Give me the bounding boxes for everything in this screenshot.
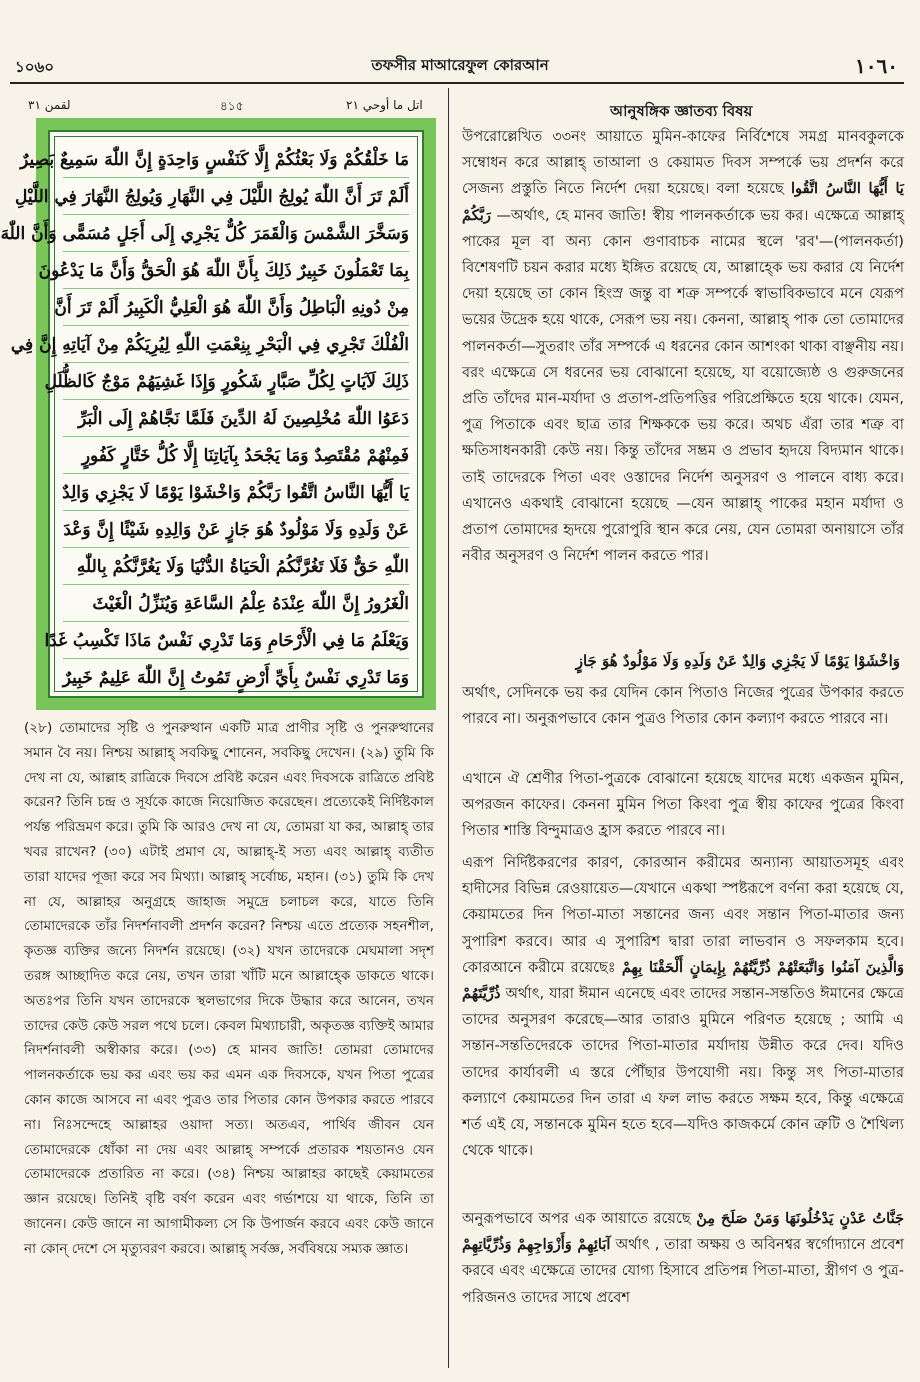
section-title: আনুষঙ্গিক জ্ঞাতব্য বিষয় xyxy=(610,102,753,120)
arabic-verse-line: وَسَخَّرَ الشَّمْسَ وَالْقَمَرَ كُلٌّ يَجْرِي إِلَى أَجَلٍ مُسَمًّى وَأَنَّ اللّٰهَ xyxy=(63,217,409,252)
running-title: তফসীর মাআরেফুল কোরআন xyxy=(371,56,549,74)
page-number-arabic: ١٠٦٠ xyxy=(855,54,898,78)
arabic-verse-line: دَعَوُا اللّٰهَ مُخْلِصِينَ لَهُ الدِّينَ فَلَمَّا نَجَّاهُمْ إِلَى الْبَرِّ xyxy=(63,402,409,437)
arabic-verse-line: يَا أَيُّهَا النَّاسُ اتَّقُوا رَبَّكُمْ وَاخْشَوْا يَوْمًا لَا يَجْزِي وَالِدٌ xyxy=(63,476,409,511)
arabic-verse-line: فَمِنْهُمْ مُقْتَصِدٌ وَمَا يَجْحَدُ بِآيَاتِنَا إِلَّا كُلُّ خَتَّارٍ كَفُورٍ xyxy=(63,439,409,474)
arabic-quote: وَمَنْ صَلَحَ مِنْ آبَائِهِمْ وَأَزْوَاجِهِمْ وَذُرِّيَّاتِهِمْ xyxy=(462,1210,780,1254)
commentary-paragraph-1: উপরোল্লেখিত ৩৩নং আয়াতে মুমিন-কাফের নির্বিশেষে সমগ্র মানবকুলকে সম্বোধন করে আল্লাহ্ তাআলা ও কেয়ামত দিবস সম্পর্কে ভয় প্রদর্শন করে সেজন্য প্রস্তুতি নিতে নির্দেশ দেয়া হয়েছে। বলা হয়েছে يَا أَيُّهَا النَّاسُ اتَّقُوا رَبَّكُمْ —অর্থাৎ, হে মানব জাতি! স্বীয় পালনকর্তাকে ভয় কর। এক্ষেত্রে আল্লাহ্ পাকের মূল বা অন্য কোন গুণাবাচক নামের স্থলে 'রব'—(পালনকর্তা) বিশেষণটি চয়ন করার মধ্যে ইঙ্গিত রয়েছে যে, আল্লাহ্কে ভয় করার যে নির্দেশ দেয়া হয়েছে তা কোন হিংস্র জন্তু বা শত্রু সম্পর্কে স্বাভাবিকভাবে মনে যেরূপ ভয়ের উদ্রেক হয়ে থাকে, সেরূপ ভয় নয়। কেননা, আল্লাহ্ পাক তো তোমাদের পালনকর্তা—সুতরাং তাঁর সম্পর্কে এ ধরনের কোন আশংকা থাকা বাঞ্ছনীয় নয়। বরং এক্ষেত্রে সে ধরনের ভয় বোঝানো হয়েছে, যা বয়োজ্যেষ্ঠ ও গুরুজনের প্রতি তাঁদের মান-মর্যাদা ও প্রতাপ-প্রতিপত্তির পরিপ্রেক্ষিতে হয়ে থাকে। যেমন, পুত্র পিতাকে এবং ছাত্র তার শিক্ষককে ভয় করে। অথচ এঁরা তার শত্রু বা ক্ষতিসাধনকারী কেউ নয়। কিন্তু তাঁদের সম্ভ্রম ও প্রভাব হৃদয়ে বিদ্যমান থাকে। তাই তাদেরকে পিতা এবং ওস্তাদের নির্দেশ অনুসরণ ও পালনে বাধ্য করে। এখানেও একথাই বোঝানো হয়েছে —যেন আল্লাহ্ পাকের মহান মর্যাদা ও প্রতাপ তোমাদের হৃদয়ে পুরোপুরি স্থান করে নেয়, যেন তোমরা অনায়াসে তাঁর নবীর অনুসরণ ও নির্দেশ পালন করতে পার। xyxy=(462,128,905,565)
arabic-verse-line: الْفُلْكَ تَجْرِي فِي الْبَحْرِ بِنِعْمَتِ اللّٰهِ لِيُرِيَكُمْ مِنْ آيَاتِهِ إِنَّ فِي xyxy=(63,328,409,363)
arabic-verse-line: ذَلِكَ لَآيَاتٍ لِكُلِّ صَبَّارٍ شَكُورٍ وَإِذَا غَشِيَهُمْ مَوْجٌ كَالظُّلَلِ xyxy=(63,365,409,400)
arabic-quote-line: وَاخْشَوْا يَوْمًا لَا يَجْزِي وَالِدٌ عَنْ وَلَدِهِ وَلَا مَوْلُودٌ هُوَ جَازٍ xyxy=(575,652,900,670)
juz-label: اتل ما أوحي ٢١ xyxy=(346,98,423,112)
arabic-quote: ذُرِّيَّتُهُمْ بِإِيمَانٍ أَلْحَقْنَا بِهِمْ ذُرِّيَّتَهُمْ xyxy=(462,958,771,1003)
arabic-verse-line: وَمَا تَدْرِي نَفْسٌ بِأَيِّ أَرْضٍ تَمُوتُ إِنَّ اللّٰهَ عَلِيمٌ خَبِيرٌ xyxy=(62,668,409,688)
arabic-quote: وَالَّذِينَ آمَنُوا وَاتَّبَعَتْهُمْ xyxy=(777,958,905,976)
commentary-paragraph-5: অনুরূপভাবে অপর এক আয়াতে রয়েছে جَنَّاتُ عَدْنٍ يَدْخُلُونَهَا وَمَنْ صَلَحَ مِنْ آبَائِهِمْ وَأَزْوَاجِهِمْ وَذُرِّيَّاتِهِمْ অর্থাৎ , তারা অক্ষয় ও অবিনশ্বর স্বর্গোদ্যানে প্রবেশ করবে এবং এক্ষেত্রে তাদের যোগ্য হিসাবে প্রতিপন্ন পিতা-মাতা, স্ত্রীগণ ও পুত্র-পরিজনও তাদের সাথে প্রবেশ xyxy=(462,1210,905,1306)
column-divider xyxy=(448,88,449,1368)
arabic-verse-line: بِمَا تَعْمَلُونَ خَبِيرٌ ذَلِكَ بِأَنَّ اللّٰهَ هُوَ الْحَقُّ وَأَنَّ مَا يَدْعُونَ xyxy=(63,254,409,289)
arabic-panel-header xyxy=(24,96,434,118)
quran-text-frame xyxy=(0,118,436,710)
arabic-verse-line: الْغَرُورُ إِنَّ اللّٰهَ عِنْدَهُ عِلْمُ السَّاعَةِ وَيُنَزِّلُ الْغَيْثَ xyxy=(63,587,409,622)
header-rule xyxy=(10,82,904,84)
surah-label: لقمن ٣١ xyxy=(28,98,71,112)
commentary-paragraph-4: এরূপ নির্দিষ্টকরণের কারণ, কোরআন করীমের অন্যান্য আয়াতসমূহ এবং হাদীসের বিভিন্ন রেওয়ায়েত—যেখানে একথা স্পষ্টরূপে বর্ণনা করা হয়েছে যে, কেয়ামতের দিন পিতা-মাতা সন্তানের জন্য এবং সন্তান পিতা-মাতার জন্য সুপারিশ করবে। আর এ সুপারিশ দ্বারা তারা লাভবান ও সফলকাম হবে। কোরআনে করীমে রয়েছেঃ وَالَّذِينَ آمَنُوا وَاتَّبَعَتْهُمْ ذُرِّيَّتُهُمْ بِإِيمَانٍ أَلْحَقْنَا بِهِمْ ذُرِّيَّتَهُمْ অর্থাৎ, যারা ঈমান এনেছে এবং তাদের সন্তান-সন্ততিও ঈমানের ক্ষেত্রে তাদের অনুসরণ করেছে—আর তারাও মুমিনে পরিণত হয়েছে ; আমি এ সন্তান-সন্ততিদেরকে তাদের পিতা-মাতার মর্যাদায় উন্নীত করে দেব। যদিও তাদের কার্যাবলী এ স্তরে পৌঁছার উপযোগী নয়। কিন্তু সৎ পিতা-মাতার কল্যাণে কেয়ামতের দিন তারা এ ফল লাভ করতে সক্ষম হবে, কিন্তু এক্ষেত্রে শর্ত এই যে, সন্তানকে মুমিন হতে হবে—যদিও কাজকর্মে কোন ত্রুটি ও শৈথিল্য থেকে থাকে। xyxy=(462,854,905,1160)
arabic-verse-line: أَلَمْ تَرَ أَنَّ اللّٰهَ يُولِجُ اللَّيْلَ فِي النَّهَارِ وَيُولِجُ النَّهَارَ فِي اللَّيْلِ xyxy=(63,180,409,215)
arabic-verse-line: عَنْ وَلَدِهِ وَلَا مَوْلُودٌ هُوَ جَازٍ عَنْ وَالِدِهِ شَيْئًا إِنَّ وَعْدَ xyxy=(63,513,409,548)
commentary-paragraph-2: অর্থাৎ, সেদিনকে ভয় কর যেদিন কোন পিতাও নিজের পুত্রের উপকার করতে পারবে না। অনুরূপভাবে কোন পুত্রও পিতার কোন কল্যাণ করতে পারবে না। xyxy=(462,684,904,728)
arabic-verse-line: اللّٰهِ حَقٌّ فَلَا تَغُرَّنَّكُمُ الْحَيَاةُ الدُّنْيَا وَلَا يَغُرَّنَّكُمْ بِاللّٰهِ xyxy=(63,550,409,585)
commentary-paragraph-3: এখানে ঐ শ্রেণীর পিতা-পুত্রকে বোঝানো হয়েছে যাদের মধ্যে একজন মুমিন, অপরজন কাফের। কেননা মুমিন পিতা কিংবা পুত্র স্বীয় কাফের পুত্রের কিংবা পিতার শাস্তি বিন্দুমাত্রও হ্রাস করতে পারবে না। xyxy=(462,770,904,840)
arabic-verse-line: مَا خَلْقُكُمْ وَلَا بَعْثُكُمْ إِلَّا كَنَفْسٍ وَاحِدَةٍ إِنَّ اللّٰهَ سَمِيعٌ بَصِيرٌ xyxy=(63,143,409,178)
page-header xyxy=(10,52,910,82)
arabic-quote: يَا أَيُّهَا النَّاسُ اتَّقُوا رَبَّكُمْ xyxy=(462,180,904,224)
arabic-verse-line: وَيَعْلَمُ مَا فِي الْأَرْحَامِ وَمَا تَدْرِي نَفْسٌ مَاذَا تَكْسِبُ غَدًا xyxy=(63,624,409,659)
page-number-bengali: ১০৬০ xyxy=(15,58,54,76)
bengali-translation: (২৮) তোমাদের সৃষ্টি ও পুনরুত্থান একটি মাত্র প্রাণীর সৃষ্টি ও পুনরুত্থানের সমান বৈ নয়। নিশ্চয় আল্লাহ্ সবকিছু শোনেন, সবকিছু দেখেন। (২৯) তুমি কি দেখ না যে, আল্লাহ রাত্রিকে দিবসে প্রবিষ্ট করেন এবং দিবসকে রাত্রিতে প্রবিষ্ট করেন? তিনি চন্দ্র ও সূর্যকে কাজে নিয়োজিত করেছেন। প্রত্যেকেই নির্দিষ্টকাল পর্যন্ত পরিভ্রমণ করে। তুমি কি আরও দেখ না যে, তোমরা যা কর, আল্লাহ্ তার খবর রাখেন? (৩০) এটাই প্রমাণ যে, আল্লাহ্-ই সত্য এবং আল্লাহ্ ব্যতীত তারা যাদের পূজা করে সব মিথ্যা। আল্লাহ্ সর্বোচ্চ, মহান। (৩১) তুমি কি দেখ না যে, আল্লাহর অনুগ্রহে জাহাজ সমুদ্রে চলাচল করে, যাতে তিনি তোমাদেরকে তাঁর নিদর্শনাবলী প্রদর্শন করেন? নিশ্চয় এতে প্রত্যেক সহনশীল, কৃতজ্ঞ ব্যক্তির জন্যে নিদর্শন রয়েছে। (৩২) যখন তাদেরকে মেঘমালা সদৃশ তরঙ্গ আচ্ছাদিত করে নেয়, তখন তারা খাঁটি মনে আল্লাহ্কে ডাকতে থাকে। অতঃপর তিনি যখন তাদেরকে স্থলভাগের দিকে উদ্ধার করে আনেন, তখন তাদের কেউ কেউ সরল পথে চলে। কেবল মিথ্যাচারী, অকৃতজ্ঞ ব্যক্তিই আমার নিদর্শনাবলী অস্বীকার করে। (৩৩) হে মানব জাতি! তোমরা তোমাদের পালনকর্তাকে ভয় কর এবং ভয় কর এমন এক দিবসকে, যখন পিতা পুত্রের কোন কাজে আসবে না এবং পুত্রও তার পিতার কোন উপকার করতে পারবে না। নিঃসন্দেহে আল্লাহর ওয়াদা সত্য। অতএব, পার্থিব জীবন যেন তোমাদেরকে ধোঁকা না দেয় এবং আল্লাহ্ সম্পর্কে প্রতারক শয়তানও যেন তোমাদেরকে প্রতারিত না করে। (৩৪) নিশ্চয় আল্লাহর কাছেই কেয়ামতের জ্ঞান রয়েছে। তিনিই বৃষ্টি বর্ষণ করেন এবং গর্ভাশয়ে যা থাকে, তিনি তা জানেন। কেউ জানে না আগামীকল্য সে কি উপার্জন করবে এবং কেউ জানে না কোন্ দেশে সে মৃত্যুবরণ করবে। আল্লাহ্ সর্বজ্ঞ, সর্ববিষয়ে সম্যক জ্ঞাত। xyxy=(24,720,434,1257)
arabic-quote: جَنَّاتُ عَدْنٍ يَدْخُلُونَهَا xyxy=(785,1210,904,1227)
arabic-verse-line: مِنْ دُونِهِ الْبَاطِلُ وَأَنَّ اللّٰهَ هُوَ الْعَلِيُّ الْكَبِيرُ أَلَمْ تَرَ أَنَّ xyxy=(63,291,409,326)
panel-page-number: ৪১৫ xyxy=(220,99,244,113)
